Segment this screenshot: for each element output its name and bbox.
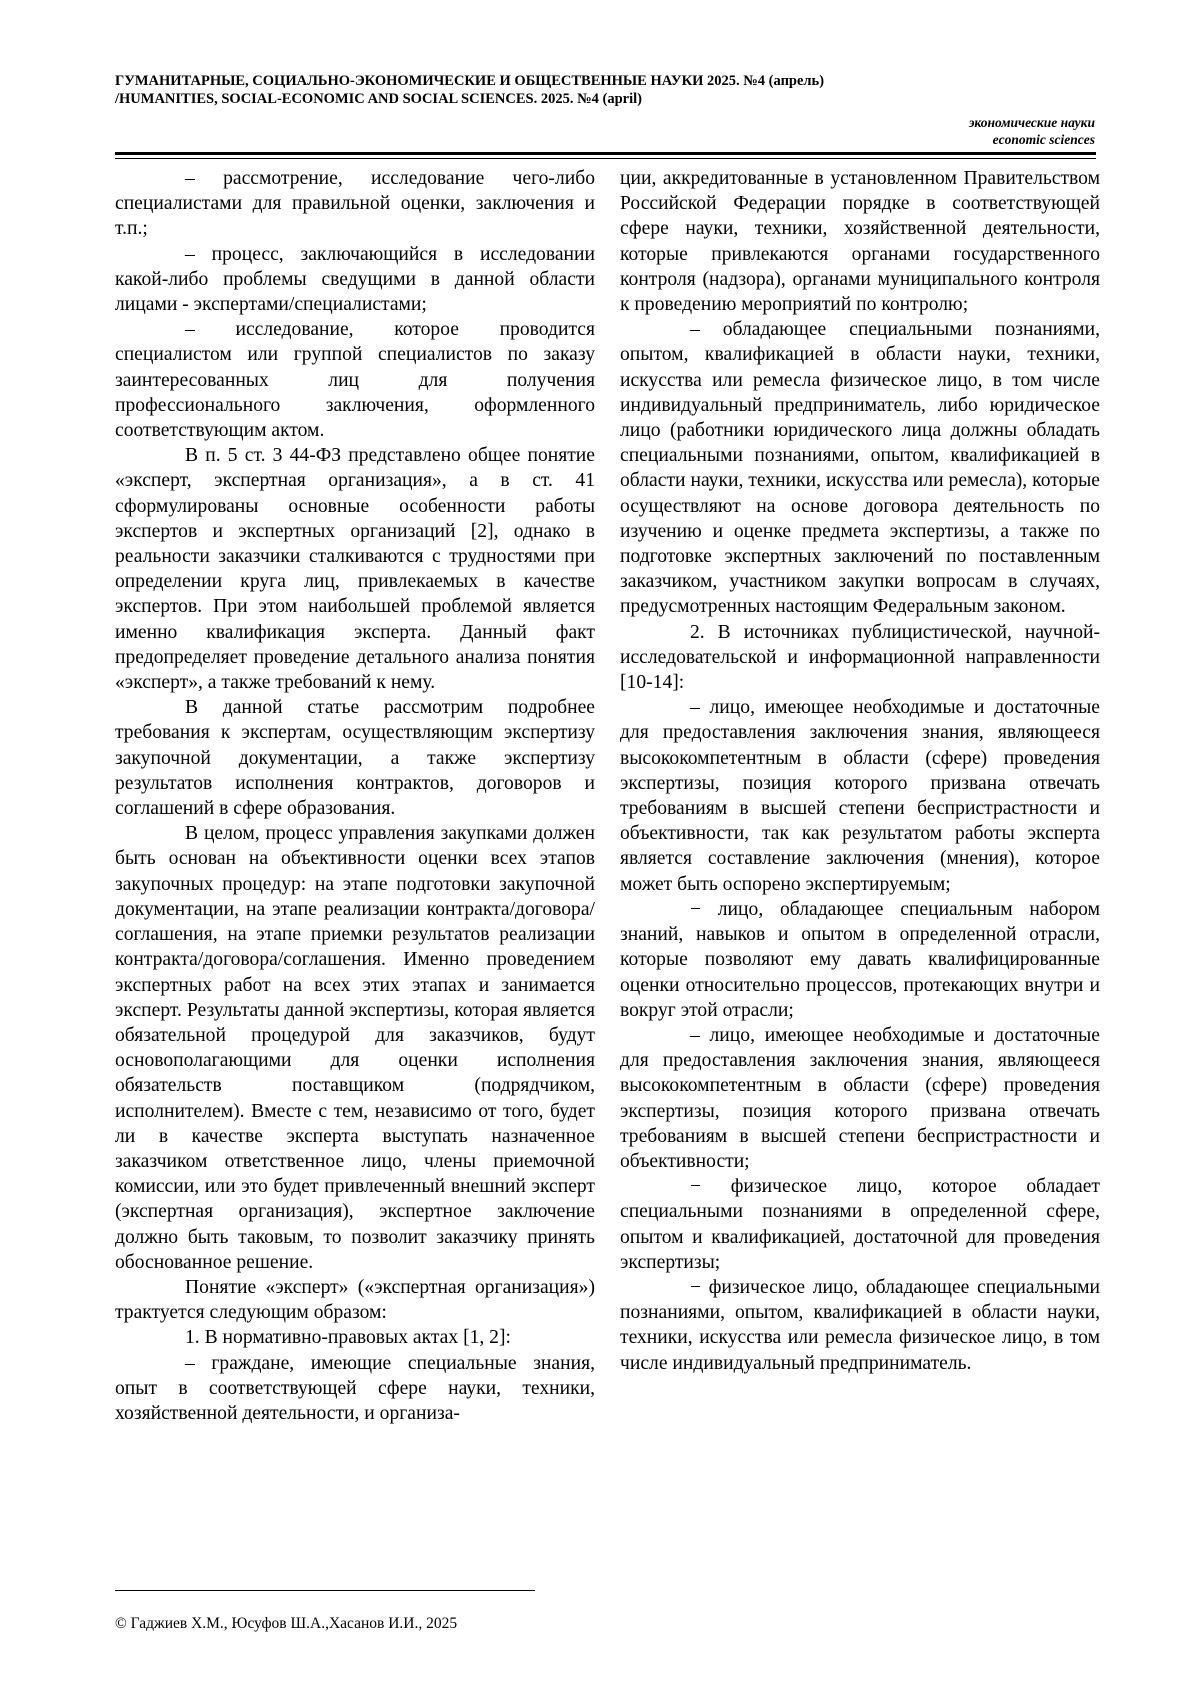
journal-title-en: /HUMANITIES, SOCIAL-ECONOMIC AND SOCIAL SCIENCES. 2025. №4 (april): [115, 91, 642, 107]
paragraph: В целом, процесс управления закупками должен быть основан на объективности оценки всех этапов закупочных процедур: на этапе подготовки закупочной документации, на этапе реализации контракта/договора/соглашения, на этапе приемки результатов реализации контракта/договора/соглашения. Именно проведением экспертных работ на всех этих этапах и занимается эксперт. Результаты данной экспертизы, которая является обязательной процедурой для заказчиков, будут основополагающими для оценки исполнения обязательств поставщиком (подрядчиком, исполнителем). Вместе с тем, независимо от того, будет ли в качестве эксперта выступать назначенное заказчиком ответственное лицо, члены приемочной комиссии, или это будет привлеченный внешний эксперт (экспертная организация), экспертное заключение должно быть таковым, то позволит заказчику принять обоснованное решение.: [115, 823, 595, 1273]
paragraph: – лицо, имеющее необходимые и достаточные для предоставления заключения знания, являющееся высококомпетентным в области (сфере) проведения экспертизы, позиция которого призвана отвечать требованиям в высшей степени беспристрастности и объективности;: [620, 1024, 1100, 1172]
section-label-ru: экономические науки: [968, 115, 1095, 130]
paragraph: – лицо, имеющее необходимые и достаточные для предоставления заключения знания, являющееся высококомпетентным в области (сфере) проведения экспертизы, позиция которого призвана отвечать требованиям в высшей степени беспристрастности и объективности, так как результатом работы эксперта является составление заключения (мнения), которое может быть оспорено экспертируемым;: [620, 697, 1100, 895]
paragraph: 1. В нормативно-правовых актах [1, 2]:: [185, 1327, 511, 1349]
footnote-rule: [115, 1590, 535, 1591]
paragraph: В п. 5 ст. 3 44-ФЗ представлено общее понятие «эксперт, экспертная организация», а в ст. 41 сформулированы основные особенности работы экспертов и экспертных организаций [2], однако в реальности заказчики сталкиваются с трудностями при определении круга лиц, привлекаемых в качестве экспертов. При этом наибольшей проблемой является именно квалификация эксперта. Данный факт предопределяет проведение детального анализа понятия «эксперт», а также требований к нему.: [115, 445, 595, 694]
copyright-note: © Гаджиев Х.М., Юсуфов Ш.А.,Хасанов И.И., 2025: [115, 1615, 458, 1632]
paragraph: – граждане, имеющие специальные знания, опыт в соответствующей сфере науки, техники, хозяйственной деятельности, и организа-: [115, 1352, 595, 1424]
paragraph: – обладающее специальными познаниями, опытом, квалификацией в области науки, техники, искусства или ремесла физическое лицо, в том числе индивидуальный предприниматель, либо юридическое лицо (работники юридического лица должны обладать специальными познаниями, опытом, квалификацией в области науки, техники, искусства или ремесла), которые осуществляют на основе договора деятельность по изучению и оценке предмета экспертизы, а также по подготовке экспертных заключений по поставленным заказчиком, участником закупки вопросам в случаях, предусмотренных настоящим Федеральным законом.: [620, 319, 1100, 618]
paragraph: – процесс, заключающийся в исследовании какой-либо проблемы сведущими в данной области лицами - экспертами/специалистами;: [115, 243, 595, 316]
paragraph: 2. В источниках публицистической, научной-исследовательской и информационной направленности [10-14]:: [620, 621, 1100, 694]
running-header: [115, 72, 1095, 147]
paragraph: Понятие «эксперт» («экспертная организация») трактуется следующим образом:: [115, 1276, 595, 1324]
right-column: [620, 166, 1100, 1376]
journal-title-ru: ГУМАНИТАРНЫЕ, СОЦИАЛЬНО-ЭКОНОМИЧЕСКИЕ И ОБЩЕСТВЕННЫЕ НАУКИ 2025. №4 (апрель): [115, 73, 825, 89]
paragraph: – исследование, которое проводится специалистом или группой специалистов по заказу заинтересованных лиц для получения профессионального заключения, оформленного соответствующим актом.: [115, 319, 595, 442]
header-rule-thin: [115, 158, 1096, 159]
header-rule-thick: [115, 152, 1096, 155]
paragraph: − лицо, обладающее специальным набором знаний, навыков и опытом в определенной отрасли, которые позволяют ему давать квалифицированные оценки относительно процессов, протекающих внутри и вокруг этой отрасли;: [620, 898, 1100, 1021]
paragraph: В данной статье рассмотрим подробнее требования к экспертам, осуществляющим экспертизу закупочной документации, а также экспертизу результатов исполнения контрактов, договоров и соглашений в сфере образования.: [115, 697, 595, 820]
section-label-en: economic sciences: [992, 132, 1095, 147]
section-label: [969, 114, 1095, 148]
paragraph: ции, аккредитованные в установленном Правительством Российской Федерации порядке в соответствующей сфере науки, техники, хозяйственной деятельности, которые привлекаются органами государственного контроля (надзора), органами муниципального контроля к проведению мероприятий по контролю;: [620, 168, 1100, 316]
paragraph: − физическое лицо, обладающее специальными познаниями, опытом, квалификацией в области науки, техники, искусства или ремесла физическое лицо, в том числе индивидуальный предприниматель.: [620, 1276, 1100, 1374]
paragraph: − физическое лицо, которое обладает специальными познаниями в определенной сфере, опытом и квалификацией, достаточной для проведения экспертизы;: [620, 1176, 1100, 1273]
paragraph: – рассмотрение, исследование чего-либо специалистами для правильной оценки, заключения и т.п.;: [115, 168, 595, 240]
left-column: [115, 166, 595, 1426]
